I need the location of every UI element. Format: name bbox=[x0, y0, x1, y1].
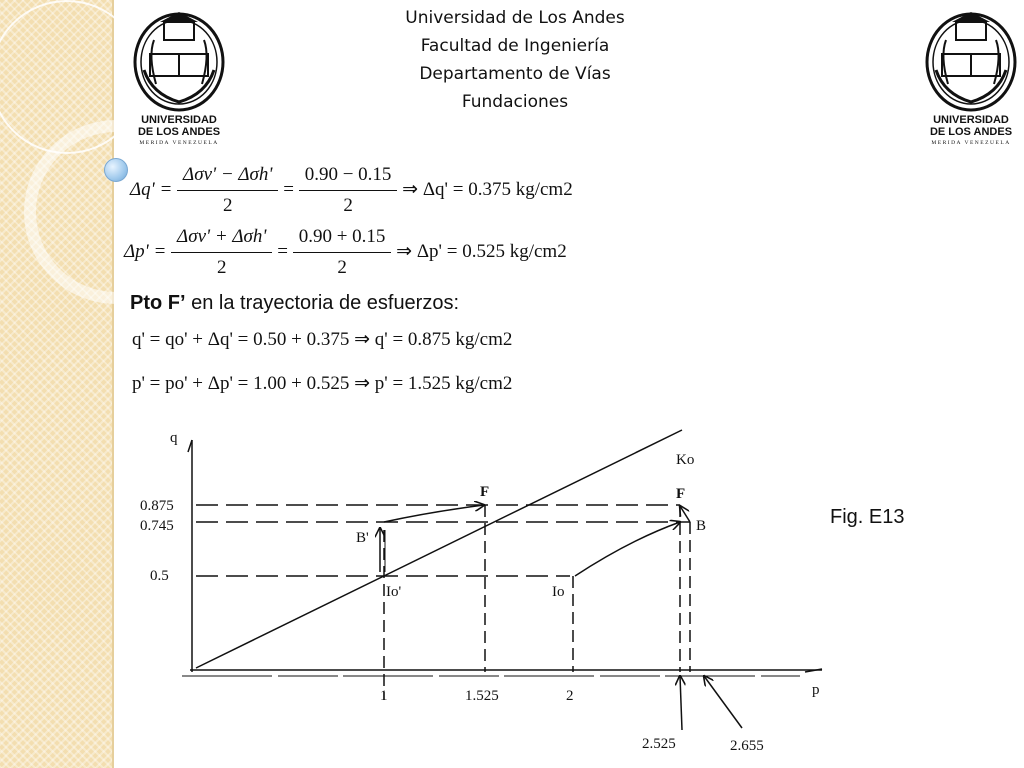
point-io-label: Io bbox=[552, 584, 565, 600]
logo-name-line2: DE LOS ANDES bbox=[929, 126, 1013, 138]
x-callout-2525: 2.525 bbox=[642, 736, 676, 752]
eq-lhs: Δq' = bbox=[130, 178, 173, 200]
eq-numerator: 0.90 + 0.15 bbox=[293, 222, 392, 253]
path-io-to-b bbox=[575, 522, 680, 576]
eq-equals: = bbox=[283, 178, 294, 200]
header-department: Departamento de Vías bbox=[419, 64, 611, 84]
implies-arrow-icon: ⇒ bbox=[402, 178, 419, 200]
ko-line bbox=[196, 430, 682, 668]
point-f-label: F bbox=[676, 486, 686, 502]
eq-lhs: Δp' = bbox=[124, 240, 167, 262]
y-tick-0745: 0.745 bbox=[140, 518, 174, 534]
eq-denominator: 2 bbox=[223, 195, 233, 216]
q-axis-label: q bbox=[170, 430, 178, 446]
eq-denominator: 2 bbox=[343, 195, 353, 216]
eq-result: Δp' = 0.525 kg/cm2 bbox=[416, 240, 567, 262]
eq-numerator: Δσv' + Δσh' bbox=[171, 222, 272, 253]
point-b-label: B bbox=[696, 518, 707, 534]
equation-q-prime: q' = qo' + Δq' = 0.50 + 0.375 ⇒ q' = 0.875 kg/cm2 bbox=[132, 329, 513, 350]
eq-result: Δq' = 0.375 kg/cm2 bbox=[422, 178, 573, 200]
header-course: Fundaciones bbox=[461, 92, 569, 112]
path-b-to-f bbox=[680, 506, 690, 522]
callout-arrow-2655 bbox=[704, 676, 742, 728]
eq-denominator: 2 bbox=[217, 257, 227, 278]
header-university: Universidad de Los Andes bbox=[405, 8, 625, 28]
eq-numerator: Δσv' − Δσh' bbox=[177, 160, 278, 191]
figure-label: Fig. E13 bbox=[830, 506, 905, 528]
x-callout-2655: 2.655 bbox=[730, 738, 764, 754]
point-io-prime-label: Io' bbox=[386, 584, 402, 600]
x-tick-2: 2 bbox=[566, 688, 574, 704]
callout-arrow-2525 bbox=[680, 676, 682, 730]
logo-name-line1: UNIVERSIDAD bbox=[933, 114, 1009, 126]
eq-numerator: 0.90 − 0.15 bbox=[299, 160, 398, 191]
point-f-prime-label: F bbox=[480, 484, 490, 500]
point-b-prime-label: B' bbox=[356, 530, 369, 546]
x-tick-1525: 1.525 bbox=[465, 688, 499, 704]
logo-name-line1: UNIVERSIDAD bbox=[141, 114, 217, 126]
logo-location: MERIDA VENEZUELA bbox=[931, 140, 1011, 146]
logo-name-line2: DE LOS ANDES bbox=[137, 126, 221, 138]
section-title-text: en la trayectoria de esfuerzos: bbox=[185, 292, 460, 314]
section-title-point: Pto F’ bbox=[130, 292, 186, 314]
p-axis-label: p bbox=[812, 682, 820, 698]
x-tick-1: 1 bbox=[380, 688, 388, 704]
header-faculty: Facultad de Ingeniería bbox=[420, 36, 610, 56]
y-tick-05: 0.5 bbox=[150, 568, 169, 584]
eq-equals: = bbox=[277, 240, 288, 262]
eq-denominator: 2 bbox=[337, 257, 347, 278]
path-b-prime-to-f-prime bbox=[384, 505, 484, 522]
y-tick-0875: 0.875 bbox=[140, 498, 174, 514]
equation-p-prime: p' = po' + Δp' = 1.00 + 0.525 ⇒ p' = 1.525 kg/cm2 bbox=[132, 373, 513, 394]
logo-location: MERIDA VENEZUELA bbox=[139, 140, 219, 146]
ko-label: Ko bbox=[676, 452, 695, 468]
implies-arrow-icon: ⇒ bbox=[396, 240, 413, 262]
